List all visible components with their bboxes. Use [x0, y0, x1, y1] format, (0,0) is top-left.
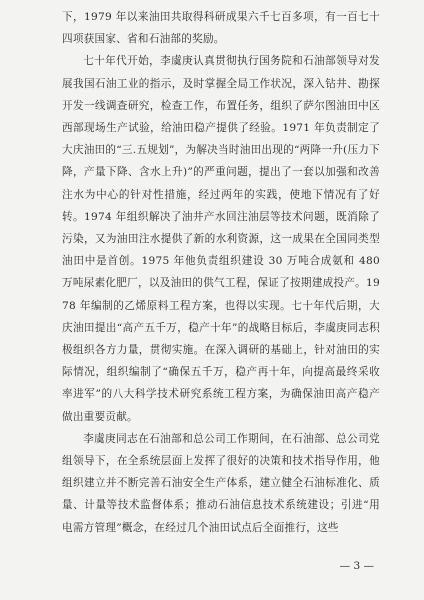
- paragraph-seventies: 七十年代开始，李虞庚认真贯彻执行国务院和石油部领导对发展我国石油工业的指示，及时掌握全局工作状况，深入钻井、勘探开发一线调查研究，检查工作，布置任务，组织了萨尔图油田中区西部现场生产试验，给油田稳产提供了经验。1971 年负责制定了大庆油田的“三.五规划”，为解决当时油田出现的“两降一升(压力下降，产量下降、含水上升)”的严重问题，提出了一套以加强和改善注水为中心的针对性措施，经过两年的实践，使地下情况有了好转。1974 年组织解决了油井产水回注油层等技术问题，既消除了污染，又为油田注水提供了新的水利资源，这一成果在全国同类型油田中是首创。1975 年他负责组织建设 30 万吨合成氨和 480 万吨尿素化肥厂，以及油田的供气工程，保证了按期建成投产。1978 年编制的乙烯原料工程方案，也得以实现。七十年代后期，大庆油田提出“高产五千万，稳产十年”的战略目标后，李虞庚同志积极组织各方力量，贯彻实施。在深入调研的基础上，针对油田的实际情况，组织编制了“确保五千万，稳产再十年，向提高最终采收率进军”的八大科学技术研究系统工程方案，为确保油田高产稳产做出重要贡献。: [62, 55, 380, 423]
- paragraph-continuation: 下，1979 年以来油田共取得科研成果六千七百多项，有一百七十四项获国家、省和石油部的奖励。: [62, 11, 380, 46]
- page-number-label: — 3 —: [339, 560, 374, 572]
- paragraph-ministry-work: 李虞庚同志在石油部和总公司工作期间，在石油部、总公司党组领导下，在全系统层面上发挥了很好的决策和技术指导作用，他组织建立并不断完善石油安全生产体系，建立健全石油标准化、质量、计量等技术监督体系；推动石油信息技术系统建设；引进“用电需方管理”概念，在经过几个油田试点后全面推行，这些: [62, 432, 380, 534]
- page-number: [0, 560, 424, 572]
- body-text: [62, 6, 380, 539]
